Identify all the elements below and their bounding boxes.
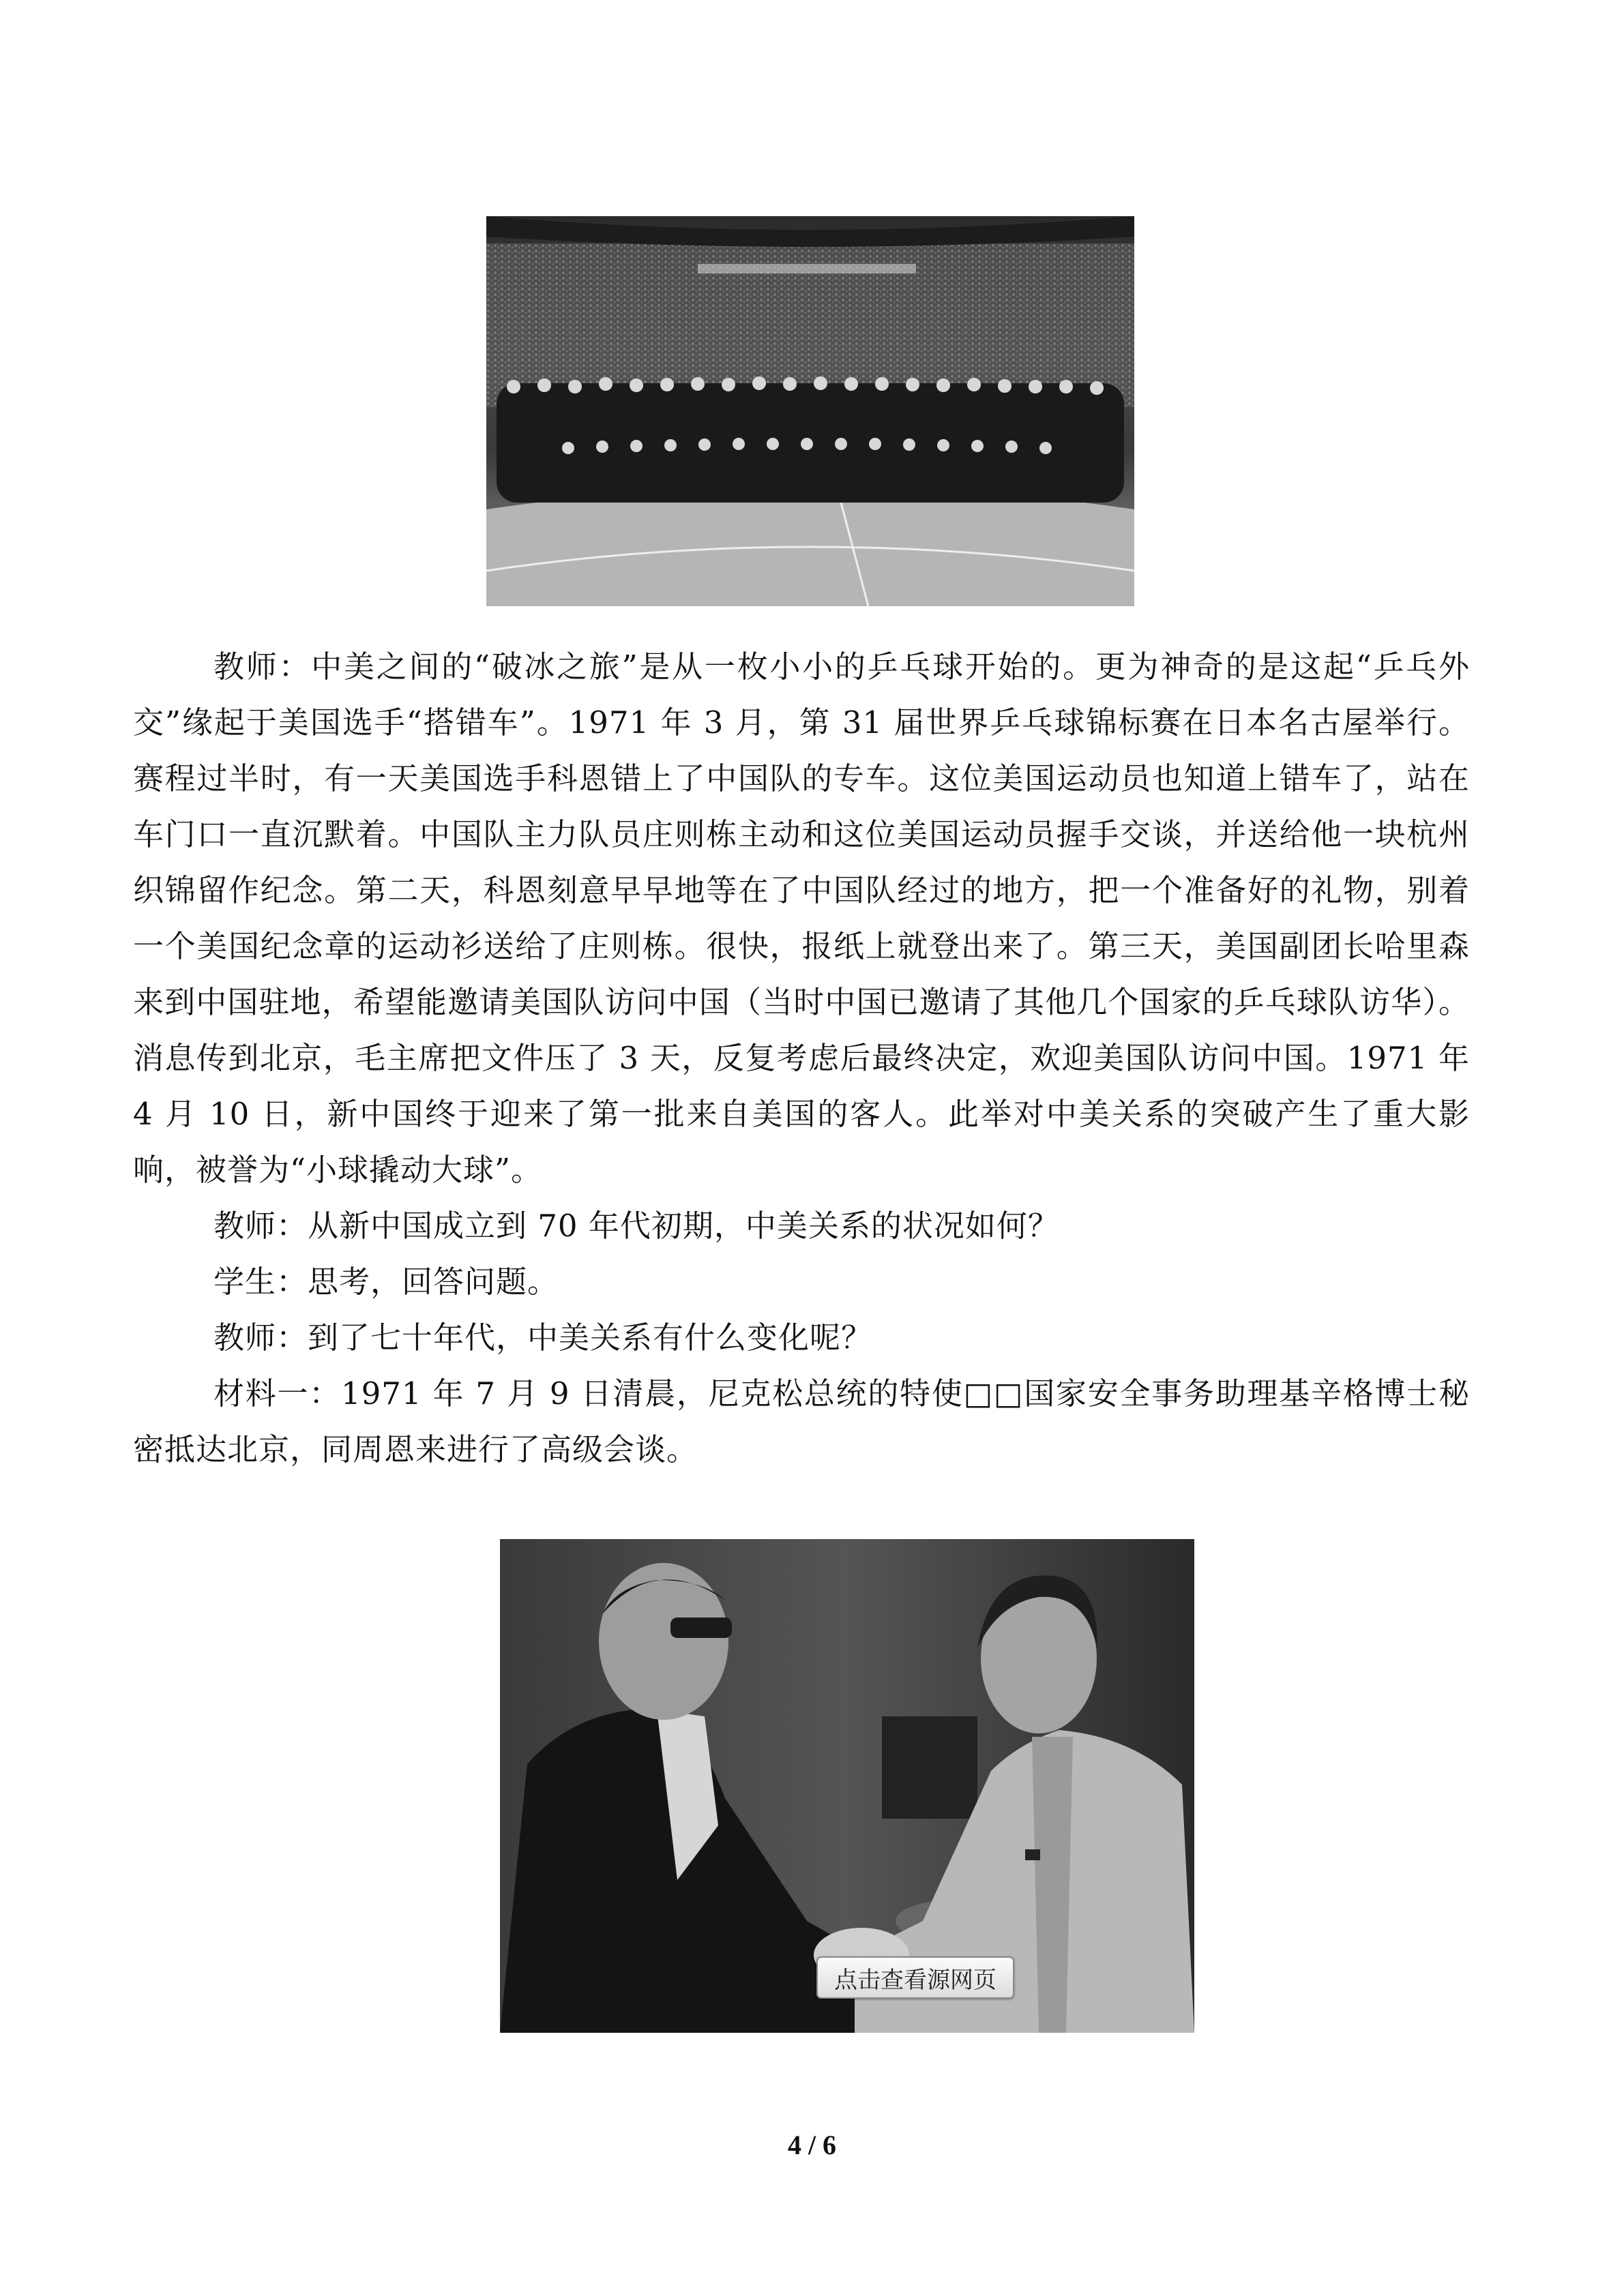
ping-pong-team-photo-icon	[486, 216, 1134, 606]
view-source-page-button[interactable]: 点击查看源网页	[816, 1956, 1014, 1999]
page-number: 4 / 6	[787, 2130, 837, 2160]
paragraph-teacher-question-1: 教师：从新中国成立到 70 年代初期，中美关系的状况如何？	[213, 1208, 1059, 1244]
paragraph-teacher-question-2: 教师：到了七十年代，中美关系有什么变化呢？	[213, 1320, 873, 1356]
ping-pong-team-photo	[486, 216, 1134, 606]
body-text	[133, 639, 1470, 1478]
paragraph-ping-pong-diplomacy: 教师：中美之间的“破冰之旅”是从一枚小小的乒乓球开始的。更为神奇的是这起“乒乓外交”缘起于美国选手“搭错车”。1971 年 3 月，第 31 届世界乒乓球锦标赛在日本名古屋举行。赛程过半时，有一天美国选手科恩错上了中国队的专车。这位美国运动员也知道上错车了，站在车门口一直沉默着。中国队主力队员庄则栋主动和这位美国运动员握手交谈，并送给他一块杭州织锦留作纪念。第二天，科恩刻意早早地等在了中国队经过的地方，把一个准备好的礼物，别着一个美国纪念章的运动衫送给了庄则栋。很快，报纸上就登出来了。第三天，美国副团长哈里森来到中国驻地，希望能邀请美国队访问中国（当时中国已邀请了其他几个国家的乒乓球队访华）。消息传到北京，毛主席把文件压了 3 天，反复考虑后最终决定，欢迎美国队访问中国。1971 年 4 月 10 日，新中国终于迎来了第一批来自美国的客人。此举对中美关系的突破产生了重大影响，被誉为“小球撬动大球”。	[133, 648, 1470, 1188]
paragraph-material-one: 材料一：1971 年 7 月 9 日清晨，尼克松总统的特使□□国家安全事务助理基辛格博士秘密抵达北京，同周恩来进行了高级会谈。	[133, 1375, 1470, 1467]
paragraph-student-answer: 学生：思考，回答问题。	[213, 1264, 559, 1300]
